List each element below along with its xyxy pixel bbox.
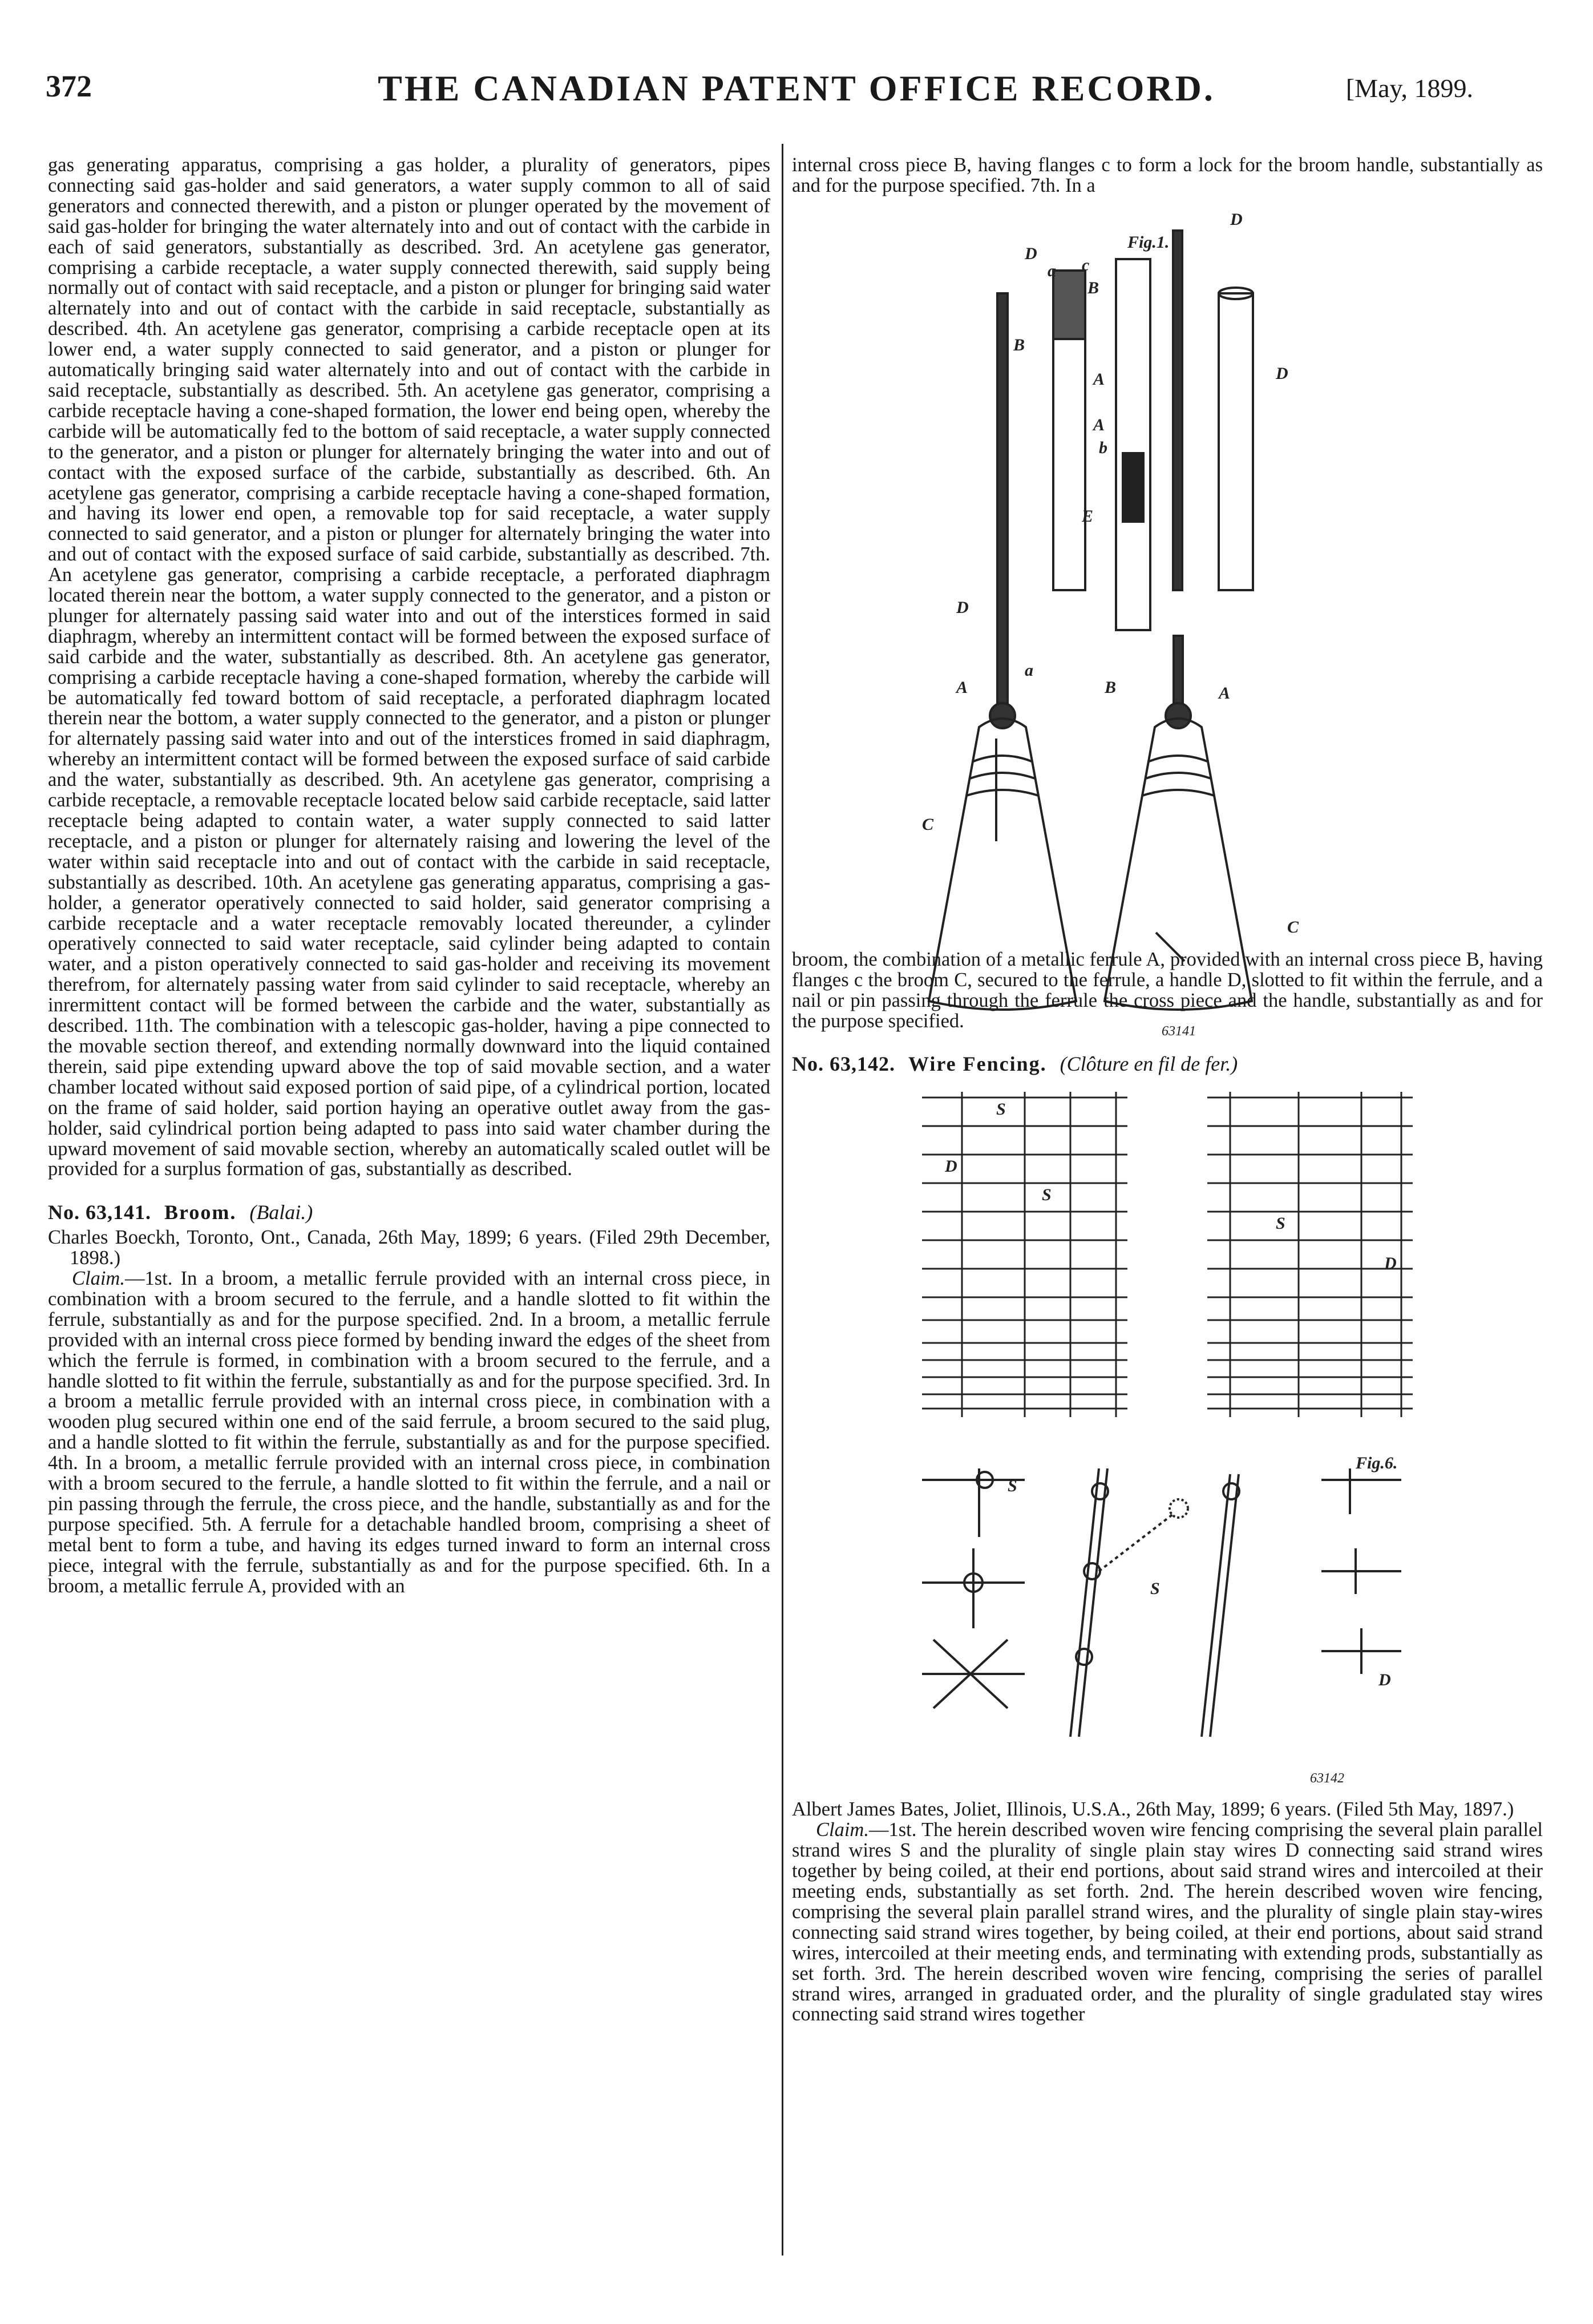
left-column bbox=[48, 155, 770, 2267]
patent-number: No. 63,141. bbox=[48, 1201, 151, 1224]
patentee-info: Charles Boeckh, Toronto, Ont., Canada, 26th May, 1899; 6 years. (Filed 29th December, 1898.) bbox=[48, 1226, 770, 1269]
patent-63142-heading bbox=[792, 1054, 1543, 1075]
page-header bbox=[0, 0, 1593, 131]
label-B: B bbox=[1087, 278, 1099, 297]
label-B: B bbox=[1013, 335, 1025, 354]
page-number: 372 bbox=[46, 69, 92, 103]
patent-french-title: (Clôture en fil de fer.) bbox=[1060, 1052, 1238, 1076]
label-S: S bbox=[996, 1100, 1006, 1119]
label-A: A bbox=[956, 677, 968, 697]
label-D: D bbox=[1378, 1671, 1391, 1690]
journal-title: THE CANADIAN PATENT OFFICE RECORD. bbox=[378, 68, 1215, 108]
label-S: S bbox=[1008, 1476, 1017, 1496]
label-C: C bbox=[1287, 917, 1299, 937]
broom-handle-left bbox=[997, 293, 1008, 704]
issue-date: [May, 1899. bbox=[1345, 74, 1473, 103]
label-S: S bbox=[1042, 1185, 1052, 1205]
patent-french-title: (Balai.) bbox=[249, 1201, 313, 1224]
label-A: A bbox=[1093, 415, 1105, 434]
fig1-label: Fig.1. bbox=[1127, 232, 1170, 252]
label-c: c bbox=[1082, 255, 1090, 275]
label-A: A bbox=[1219, 683, 1231, 703]
claim-label: Claim. bbox=[72, 1268, 125, 1290]
label-S: S bbox=[1276, 1214, 1285, 1233]
label-B: B bbox=[1105, 677, 1117, 697]
label-D: D bbox=[945, 1157, 957, 1176]
claim-paragraph bbox=[48, 1269, 770, 1597]
label-D: D bbox=[1230, 209, 1243, 229]
wire-fencing-figure bbox=[911, 1080, 1424, 1794]
continued-claims-text: gas generating apparatus, comprising a gas holder, a plurality of generators, pipes connecting said gas-holder and said generators, a water supply common to all of said generators and connected therewith, and a piston or plunger operated by the movement of said gas-holder for bringing the water alternately into and out of contact with the carbide in each of said generators, substantially as described. 3rd. An acetylene gas generator, comprising a carbide receptacle, a water supply connected therewith, said supply being normally out of contact with said receptacle, and a piston or plunger for bringing said water alternately into and out of contact with the carbide in said receptacle, substantially as described. 4th. An acetylene gas generator, comprising a carbide receptacle open at its lower end, a water supply connected to said generator, and a piston or plunger for automatically bringing said water alternately into and out of contact with the carbide in said receptacle, substantially as described. 5th. An acetylene gas generator, comprising a carbide receptacle having a cone-shaped formation, the lower end being open, whereby the carbide will be automatically fed to the bottom of said receptacle, a water supply connected to the generator, and a piston or plunger for alternately bringing the water into and out of contact with the exposed surface of the carbide, substantially as described. 6th. An acetylene gas generator, comprising a carbide receptacle having a cone-shaped formation, and having its lower end open, a removable top for said receptacle, a water supply connected to said generator, and a piston or plunger for alternately bringing the water into and out of contact with the exposed surface of said carbide, substantially as described. 7th. An acetylene gas generator, comprising a carbide receptacle, a perforated diaphragm located therein near the bottom, a water supply connected to the generator, and a piston or plunger for alternately passing said water into and out of the interstices formed in said diaphragm, whereby an intermittent contact will be formed between the exposed surface of said carbide and the water, substantially as described. 8th. An acetylene gas generator, comprising a carbide receptacle having a cone-shaped formation, whereby the carbide will be automatically fed toward bottom of said receptacle, a perforated diaphragm located therein near the bottom, a water supply connected to the generator, and a piston or plunger for alternately passing said water into and out of the interstices fromed in said diaphragm, whereby an intermittent contact will be formed between the exposed surface of said carbide and the water, substantially as described. 9th. An acetylene gas generator, comprising a carbide receptacle, a removable receptacle located below said carbide receptacle, said latter receptacle being adapted to contain water, a water supply connected to said latter receptacle, and a piston or plunger for alternately raising and lowering the level of the water within said receptacle into and out of contact with the carbide in said receptacle, substantially as described. 10th. An acetylene gas generating apparatus, comprising a gas-holder, a generator operatively connected to said holder, said generator comprising a carbide receptacle and a water receptacle removably located thereunder, a cylinder operatively connected to said water receptacle, said cylinder being adapted to contain water, and a piston operatively connected to said gas-holder and receiving its movement therefrom, for alternately passing water from said cylinder to said receptacle, whereby an inrermittent contact will be formed between the carbide and the water, substantially as described. 11th. The combination with a telescopic gas-holder, having a pipe connected to the movable section thereof, and extending normally downward into the liquid contained therein, said pipe extending upward above the top of said movable section, and a water chamber located without said exposed portion of said pipe, of a cylindrical portion, located on the frame of said holder, said portion haying an operative outlet away from the gas-holder, said cylindrical portion being adapted to pass into said water chamber during the upward movement of said movable section, whereby an automatically scaled outlet will be provided for a surplus formation of gas, substantially as described. bbox=[48, 154, 770, 1180]
column-divider bbox=[782, 144, 783, 2256]
figure-number: 63142 bbox=[1310, 1771, 1344, 1786]
figure-number: 63141 bbox=[1162, 1023, 1196, 1039]
label-D: D bbox=[1025, 244, 1037, 263]
continued-claim-top: internal cross piece B, having flanges c to form a lock for the broom handle, substantially as and for the purpose specified. 7th. In a bbox=[792, 154, 1543, 196]
label-D: D bbox=[1276, 364, 1288, 383]
patent-title: Broom. bbox=[164, 1201, 237, 1224]
label-D: D bbox=[956, 598, 969, 617]
fig6-label: Fig.6. bbox=[1356, 1454, 1398, 1473]
label-a: a bbox=[1048, 261, 1056, 280]
patent-number: No. 63,142. bbox=[792, 1052, 895, 1076]
wire-detail-figures bbox=[922, 1468, 1401, 1737]
label-a: a bbox=[1025, 660, 1033, 680]
patent-title: Wire Fencing. bbox=[908, 1052, 1047, 1076]
fence-grid-right bbox=[1207, 1092, 1413, 1417]
label-b: b bbox=[1099, 438, 1107, 457]
claim-text: —1st. In a broom, a metallic ferrule provided with an internal cross piece, in combination with a broom secured to the ferrule, and a handle slotted to fit within the ferrule, substantially as and for the purpose specified. 2nd. In a broom, a metallic ferrule provided with an internal cross piece formed by bending inward the edges of the sheet from which the ferrule is formed, in combination with a broom secured to the ferrule, and a handle slotted to fit within the ferrule, substantially as and for the purpose specified. 3rd. In a broom a metallic ferrule provided with an internal cross piece, in combination with a wooden plug secured within one end of the said ferrule, a broom secured to the said plug, and a handle slotted to fit within the ferrule, substantially as and for the purpose specified. 4th. In a broom, a metallic ferrule provided with an internal cross piece, in combination with a broom secured to the ferrule, a handle slotted to fit within the ferrule, and a nail or pin passing through the ferrule, the cross piece, and the handle, substantially as and for the purpose specified. 5th. A ferrule for a detachable handled broom, comprising a sheet of metal bent to form a tube, and having its edges turned inward to form an internal cross piece, integral with the ferrule, substantially as and for the purpose specified. 6th. In a broom, a metallic ferrule A, provided with an bbox=[48, 1268, 770, 1597]
ferrule-piece-2 bbox=[1219, 293, 1253, 590]
long-rod bbox=[1173, 231, 1182, 590]
label-S: S bbox=[1150, 1579, 1160, 1599]
fence-grid-left bbox=[922, 1092, 1127, 1417]
right-column bbox=[792, 155, 1543, 2267]
handle-piece bbox=[1116, 259, 1150, 630]
label-A: A bbox=[1093, 369, 1105, 389]
label-C: C bbox=[922, 814, 934, 834]
fencing-labels bbox=[944, 1100, 1397, 1786]
label-E: E bbox=[1082, 506, 1094, 526]
patent-63141-heading bbox=[48, 1203, 770, 1223]
claim-label: Claim. bbox=[816, 1819, 869, 1841]
label-D: D bbox=[1384, 1254, 1397, 1273]
patentee-info: Albert James Bates, Joliet, Illinois, U.S.A., 26th May, 1899; 6 years. (Filed 5th May, 1897.) bbox=[792, 1798, 1514, 1821]
figure-labels bbox=[922, 210, 1299, 1039]
claim-paragraph bbox=[792, 1820, 1543, 2025]
claim-text: —1st. The herein described woven wire fencing comprising the several plain parallel strand wires S and the plurality of single plain stay wires D connecting said strand wires together by being coiled, at their end portions, about said strand wires and intercoiled at their meeting ends, substantially as set forth. 2nd. The herein described woven wire fencing, comprising the several plain parallel strand wires, and the plurality of single plain stay-wires connecting said strand wires together, by being coiled, at their end portions, about said strand wires, intercoiled at their meeting ends, and terminating with extending prods, substantially as set forth. 3rd. The herein described woven wire fencing, comprising the series of parallel strand wires, arranged in graduated order, and the plurality of single gradulated stay wires connecting said strand wires together bbox=[792, 1819, 1543, 2026]
continued-claim-after-figure: broom, the combination of a metallic ferrule A, provided with an internal cross piece B, having flanges c the broom C, secured to the ferrule, a handle D, slotted to fit within the ferrule, and a nail or pin passing through the ferrule the cross piece and the handle, substantially as and for the purpose specified. bbox=[792, 948, 1543, 1032]
